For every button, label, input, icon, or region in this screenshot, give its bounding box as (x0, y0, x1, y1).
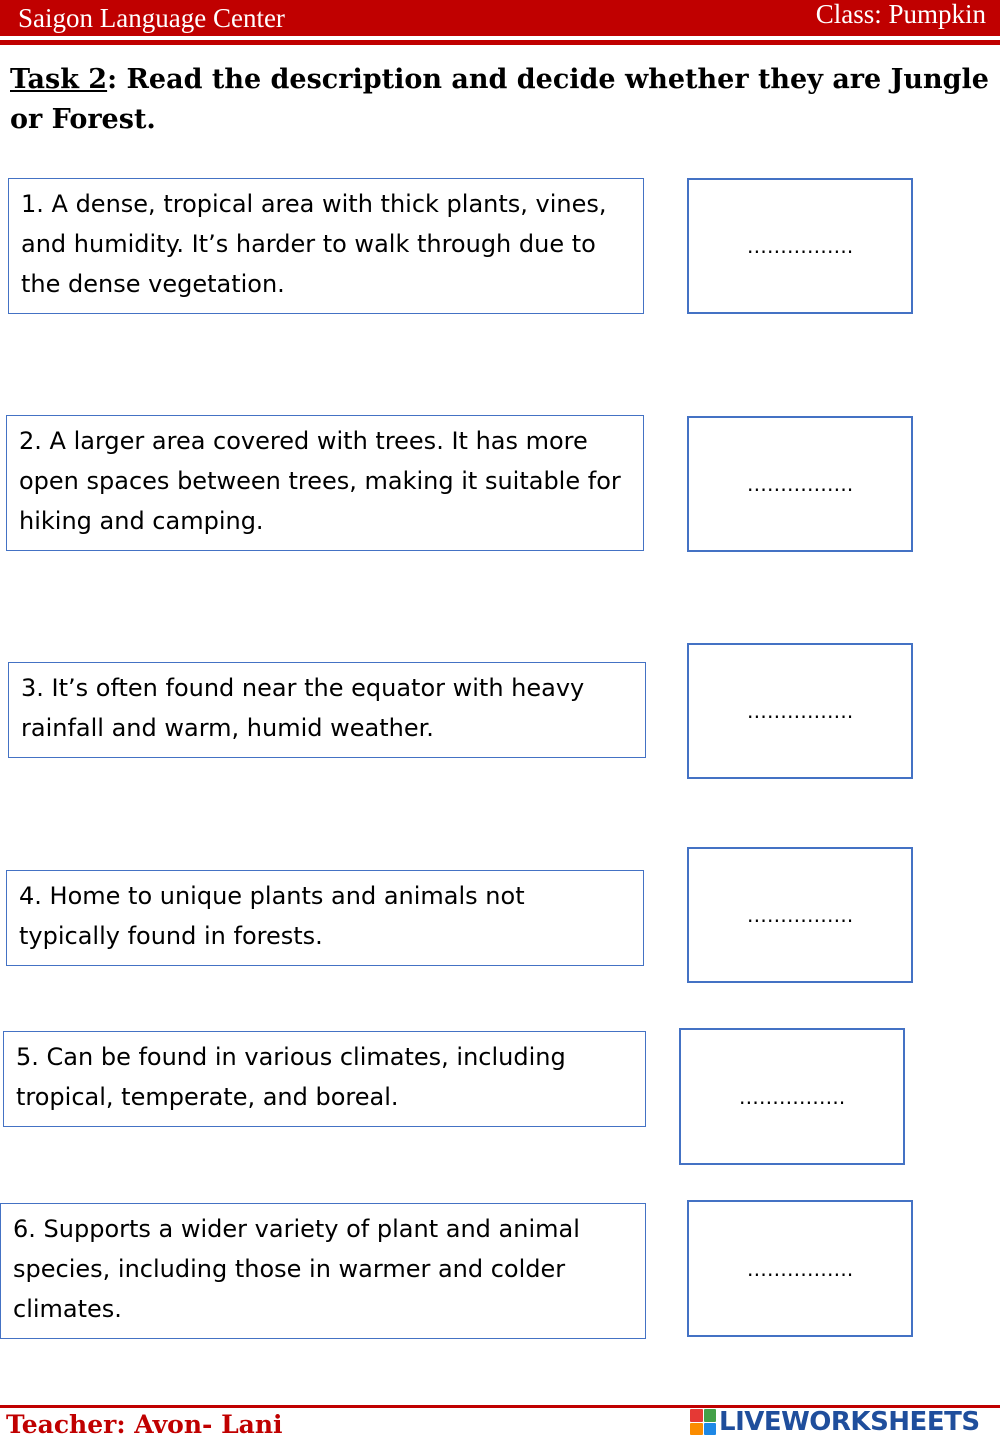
description-text: 2. A larger area covered with trees. It has more open spaces between trees, making it suitable for hiking and camping. (19, 427, 621, 535)
teacher-name: Teacher: Avon- Lani (6, 1410, 283, 1439)
description-box-6 (0, 1203, 646, 1339)
header-divider (0, 40, 1000, 45)
description-text: 5. Can be found in various climates, including tropical, temperate, and boreal. (16, 1043, 566, 1111)
description-box-5 (3, 1031, 646, 1127)
description-text: 1. A dense, tropical area with thick plants, vines, and humidity. It’s harder to walk through due to the dense vegetation. (21, 190, 607, 298)
answer-box-4[interactable] (687, 847, 913, 983)
school-name: Saigon Language Center (18, 3, 285, 33)
description-box-4 (6, 870, 644, 966)
description-text: 3. It’s often found near the equator with heavy rainfall and warm, humid weather. (21, 674, 585, 742)
description-box-1 (8, 178, 644, 314)
liveworksheets-logo-icon (690, 1409, 716, 1435)
description-text: 6. Supports a wider variety of plant and animal species, including those in warmer and colder climates. (13, 1215, 580, 1323)
answer-placeholder: ……………. (746, 1256, 854, 1281)
class-name: Class: Pumpkin (815, 0, 986, 29)
answer-box-3[interactable] (687, 643, 913, 779)
answer-placeholder: ……………. (746, 234, 854, 258)
brand (690, 1407, 980, 1437)
answer-placeholder: ……………. (746, 903, 854, 927)
description-box-3 (8, 662, 646, 758)
task-title (10, 60, 990, 140)
answer-box-1[interactable] (687, 178, 913, 314)
description-box-2 (6, 415, 644, 551)
answer-box-2[interactable] (687, 416, 913, 552)
answer-placeholder: ……………. (738, 1084, 846, 1109)
description-text: 4. Home to unique plants and animals not typically found in forests. (19, 882, 525, 950)
answer-box-5[interactable] (679, 1028, 905, 1165)
answer-placeholder: ……………. (746, 472, 854, 496)
brand-name: LIVEWORKSHEETS (719, 1407, 980, 1437)
answer-placeholder: ……………. (746, 699, 854, 723)
task-instruction: : Read the description and decide whether they are Jungle or Forest. (10, 64, 989, 135)
task-label: Task 2 (10, 64, 108, 95)
answer-box-6[interactable] (687, 1200, 913, 1337)
